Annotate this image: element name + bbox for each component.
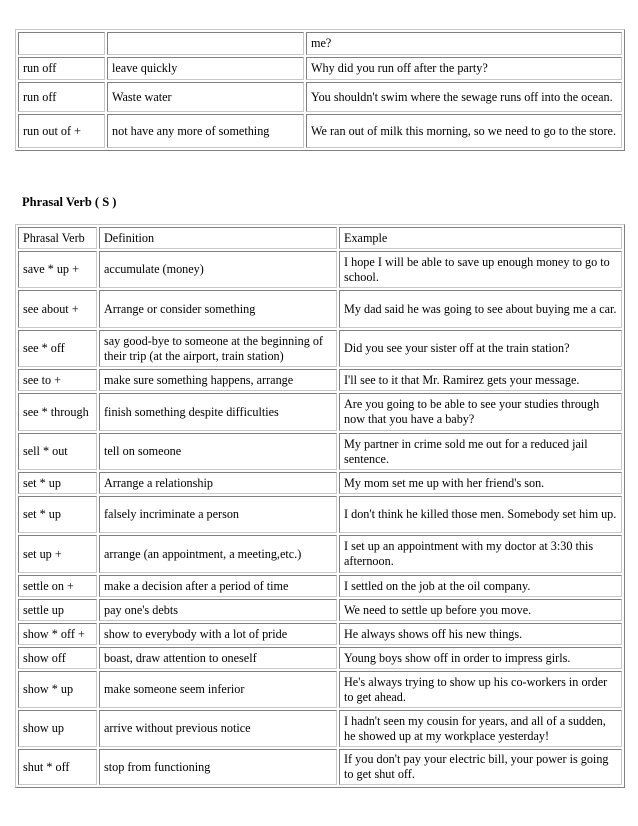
definition-cell: Arrange a relationship: [99, 472, 337, 494]
table-row: [18, 623, 622, 645]
example-cell: My mom set me up with her friend's son.: [339, 472, 622, 494]
definition-cell: leave quickly: [107, 57, 304, 80]
definition-cell: make a decision after a period of time: [99, 575, 337, 597]
table-row: [18, 749, 622, 785]
phrasal-verb-cell: set * up: [18, 472, 97, 494]
table-row: [18, 369, 622, 391]
definition-cell: boast, draw attention to oneself: [99, 647, 337, 669]
header-example: Example: [339, 227, 622, 249]
table-row: [18, 710, 622, 747]
example-cell: I set up an appointment with my doctor at 3:30 this afternoon.: [339, 535, 622, 573]
example-cell: I hadn't seen my cousin for years, and all of a sudden, he showed up at my workplace yesterday!: [339, 710, 622, 747]
example-cell: Are you going to be able to see your studies through now that you have a baby?: [339, 393, 622, 431]
table-row: [18, 575, 622, 597]
phrasal-verb-cell: show * up: [18, 671, 97, 708]
table-row: [18, 393, 622, 431]
definition-cell: Arrange or consider something: [99, 290, 337, 328]
definition-cell: make sure something happens, arrange: [99, 369, 337, 391]
definition-cell: finish something despite difficulties: [99, 393, 337, 431]
header-definition: Definition: [99, 227, 337, 249]
header-phrasal-verb: Phrasal Verb: [18, 227, 97, 249]
definition-cell: arrive without previous notice: [99, 710, 337, 747]
phrasal-verb-cell: run off: [18, 57, 105, 80]
phrasal-verb-cell: see * off: [18, 330, 97, 367]
definition-cell: say good-bye to someone at the beginning of their trip (at the airport, train station): [99, 330, 337, 367]
table-row: [18, 496, 622, 533]
phrasal-verb-cell: show * off +: [18, 623, 97, 645]
phrasal-verb-cell: save * up +: [18, 251, 97, 288]
table-row: [18, 82, 622, 112]
definition-cell: show to everybody with a lot of pride: [99, 623, 337, 645]
example-cell: I settled on the job at the oil company.: [339, 575, 622, 597]
table-row: [18, 647, 622, 669]
table-row: [18, 32, 622, 55]
phrasal-verb-cell: settle up: [18, 599, 97, 621]
top-vocabulary-table: [15, 29, 625, 151]
example-cell: Did you see your sister off at the train station?: [339, 330, 622, 367]
main-table-body: [18, 227, 622, 785]
example-cell: We ran out of milk this morning, so we need to go to the store.: [306, 114, 622, 148]
definition-cell: stop from functioning: [99, 749, 337, 785]
definition-cell: arrange (an appointment, a meeting,etc.): [99, 535, 337, 573]
definition-cell: Waste water: [107, 82, 304, 112]
example-cell: I'll see to it that Mr. Ramirez gets your message.: [339, 369, 622, 391]
phrasal-verb-cell: run off: [18, 82, 105, 112]
table-row: [18, 472, 622, 494]
table-row: [18, 330, 622, 367]
top-table-body: [18, 32, 622, 148]
definition-cell: [107, 32, 304, 55]
phrasal-verb-cell: see * through: [18, 393, 97, 431]
example-cell: me?: [306, 32, 622, 55]
definition-cell: not have any more of something: [107, 114, 304, 148]
example-cell: He's always trying to show up his co-workers in order to get ahead.: [339, 671, 622, 708]
example-cell: My dad said he was going to see about buying me a car.: [339, 290, 622, 328]
definition-cell: falsely incriminate a person: [99, 496, 337, 533]
phrasal-verb-s-table: [15, 224, 625, 788]
example-cell: We need to settle up before you move.: [339, 599, 622, 621]
phrasal-verb-cell: show off: [18, 647, 97, 669]
example-cell: You shouldn't swim where the sewage runs off into the ocean.: [306, 82, 622, 112]
phrasal-verb-cell: see to +: [18, 369, 97, 391]
phrasal-verb-cell: sell * out: [18, 433, 97, 470]
example-cell: I hope I will be able to save up enough money to go to school.: [339, 251, 622, 288]
table-row: [18, 433, 622, 470]
phrasal-verb-cell: settle on +: [18, 575, 97, 597]
phrasal-verb-cell: set up +: [18, 535, 97, 573]
table-row: [18, 290, 622, 328]
phrasal-verb-cell: show up: [18, 710, 97, 747]
table-row: [18, 599, 622, 621]
definition-cell: tell on someone: [99, 433, 337, 470]
example-cell: Young boys show off in order to impress girls.: [339, 647, 622, 669]
example-cell: Why did you run off after the party?: [306, 57, 622, 80]
table-row: [18, 57, 622, 80]
phrasal-verb-cell: set * up: [18, 496, 97, 533]
example-cell: If you don't pay your electric bill, your power is going to get shut off.: [339, 749, 622, 785]
phrasal-verb-cell: shut * off: [18, 749, 97, 785]
definition-cell: accumulate (money): [99, 251, 337, 288]
table-row: [18, 251, 622, 288]
phrasal-verb-cell: [18, 32, 105, 55]
example-cell: My partner in crime sold me out for a reduced jail sentence.: [339, 433, 622, 470]
phrasal-verb-cell: see about +: [18, 290, 97, 328]
section-title: Phrasal Verb ( S ): [22, 195, 117, 209]
example-cell: I don't think he killed those men. Somebody set him up.: [339, 496, 622, 533]
example-cell: He always shows off his new things.: [339, 623, 622, 645]
table-row: [18, 535, 622, 573]
header-row: [18, 227, 622, 249]
definition-cell: pay one's debts: [99, 599, 337, 621]
table-row: [18, 114, 622, 148]
table-row: [18, 671, 622, 708]
phrasal-verb-cell: run out of +: [18, 114, 105, 148]
definition-cell: make someone seem inferior: [99, 671, 337, 708]
